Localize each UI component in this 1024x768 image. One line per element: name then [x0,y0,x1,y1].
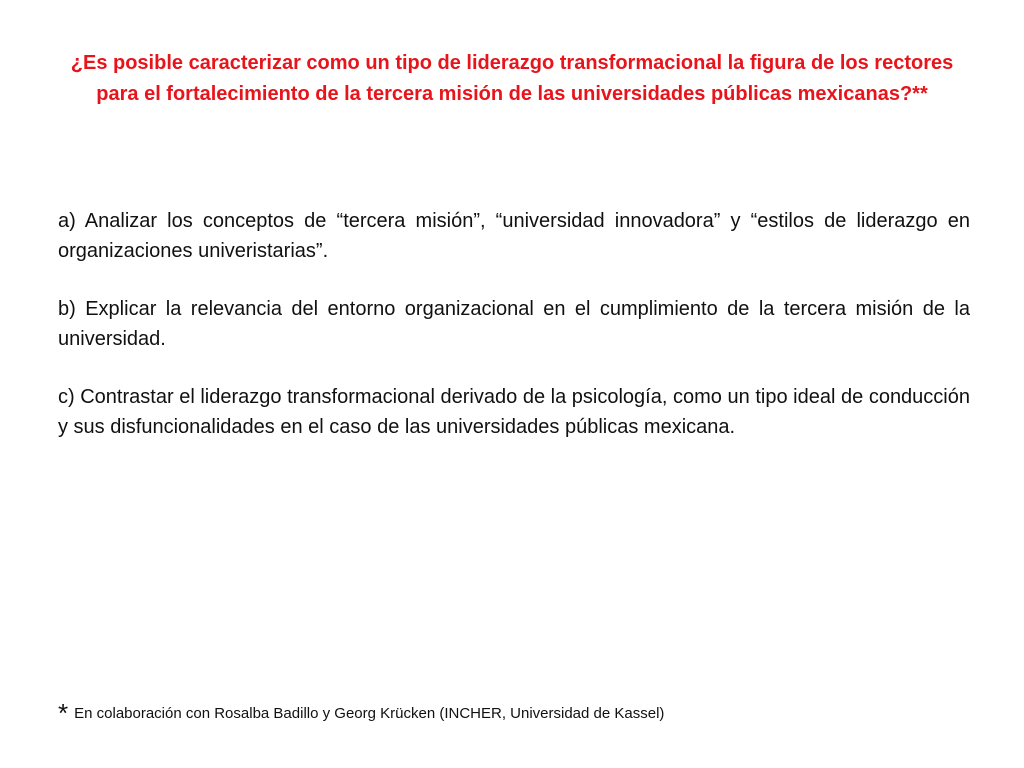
footnote-asterisk: * [58,698,69,728]
objective-c: c) Contrastar el liderazgo transformacional derivado de la psicología, como un tipo ideal de conducción y sus disfuncionalidades en el caso de las universidades públicas mexicana. [58,386,970,438]
slide-title: ¿Es posible caracterizar como un tipo de liderazgo transformacional la figura de los rectores para el fortalecimiento de la tercera misión de las universidades públicas mexicanas?** [70,52,954,105]
footnote [58,700,970,727]
objective-a: a) Analizar los conceptos de “tercera misión”, “universidad innovadora” y “estilos de liderazgo en organizaciones univeristarias”. [58,210,970,262]
objective-b: b) Explicar la relevancia del entorno organizacional en el cumplimiento de la tercera misión de la universidad. [58,298,970,350]
footnote-text: En colaboración con Rosalba Badillo y Georg Krücken (INCHER, Universidad de Kassel) [74,705,665,722]
objectives-list [58,206,970,470]
